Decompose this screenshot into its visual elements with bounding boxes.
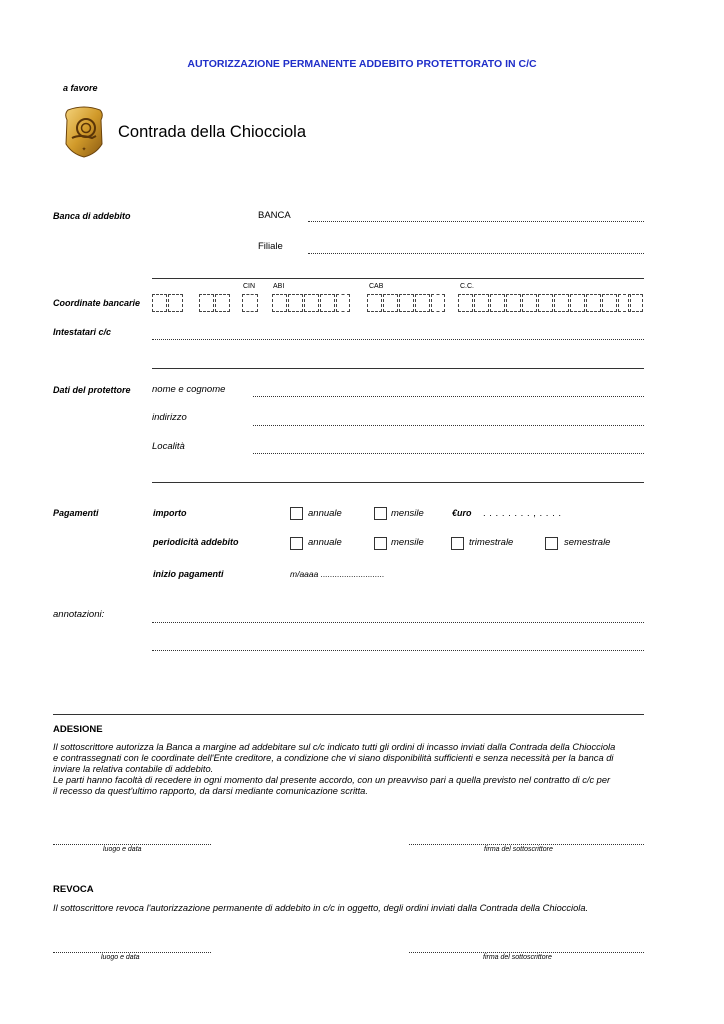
annuale-label: annuale xyxy=(308,537,342,548)
city-label: Località xyxy=(152,441,185,452)
adesione-line: e contrassegnati con le coordinate dell'Ente creditore, a condizione che vi siano disponibilità sufficienti e senza necessità per la banca di xyxy=(53,753,614,763)
adesione-line: inviare la relativa contabile di addebito. xyxy=(53,764,214,774)
abi-cell[interactable] xyxy=(288,294,303,312)
coord-cell[interactable] xyxy=(215,294,230,312)
divider xyxy=(152,278,644,279)
semestrale-checkbox[interactable] xyxy=(545,537,558,550)
divider xyxy=(152,368,644,369)
payments-label: Pagamenti xyxy=(53,508,99,518)
divider xyxy=(152,482,644,483)
cc-cell[interactable] xyxy=(586,294,601,312)
abi-cell[interactable] xyxy=(336,294,350,312)
svg-text:✦: ✦ xyxy=(81,146,87,153)
trimestrale-label: trimestrale xyxy=(469,537,514,548)
cin-cell[interactable] xyxy=(242,294,258,312)
cc-cell[interactable] xyxy=(522,294,537,312)
chiocciola-crest-icon xyxy=(62,104,106,158)
importo-annuale-checkbox[interactable] xyxy=(290,507,303,520)
revoca-text: Il sottoscrittore revoca l'autorizzazione permanente di addebito in c/c in oggetto, degli ordini inviati dalla Contrada della Chiocciola. xyxy=(53,903,589,913)
coordinates-label: Coordinate bancarie xyxy=(53,298,141,308)
protector-label: Dati del protettore xyxy=(53,385,131,395)
cab-cell[interactable] xyxy=(383,294,398,312)
city-field[interactable] xyxy=(253,453,644,454)
cab-cell[interactable] xyxy=(367,294,382,312)
annotazioni-label: annotazioni: xyxy=(53,609,105,620)
cc-cell[interactable] xyxy=(506,294,521,312)
a-favore-label: a favore xyxy=(63,83,98,93)
signature-label: firma del sottoscrittore xyxy=(484,846,553,853)
form-title: AUTORIZZAZIONE PERMANENTE ADDEBITO PROTETTORATO IN C/C xyxy=(187,58,537,70)
cc-cell[interactable] xyxy=(602,294,617,312)
cc-cell[interactable] xyxy=(570,294,585,312)
periodicita-label: periodicità addebito xyxy=(153,537,239,547)
periodicita-mensile-checkbox[interactable] xyxy=(374,537,387,550)
euro-label: €uro xyxy=(452,508,472,518)
filiale-field[interactable] xyxy=(308,253,644,254)
adesione-text xyxy=(53,742,653,797)
cc-cell[interactable] xyxy=(490,294,505,312)
semestrale-label: semestrale xyxy=(564,537,611,548)
address-field[interactable] xyxy=(253,425,644,426)
banca-label: BANCA xyxy=(258,210,291,221)
revoca-header: REVOCA xyxy=(53,884,94,895)
coord-cell[interactable] xyxy=(168,294,183,312)
abi-cell[interactable] xyxy=(304,294,319,312)
revoca-place-date-field[interactable] xyxy=(53,952,211,953)
cab-label: CAB xyxy=(369,283,384,290)
abi-label: ABI xyxy=(273,283,285,290)
periodicita-annuale-checkbox[interactable] xyxy=(290,537,303,550)
banca-field[interactable] xyxy=(308,221,644,222)
holders-label: Intestatari c/c xyxy=(53,327,112,337)
name-label: nome e cognome xyxy=(152,384,226,395)
cc-cell[interactable] xyxy=(474,294,489,312)
adesione-place-date-field[interactable] xyxy=(53,844,211,845)
inizio-label: inizio pagamenti xyxy=(153,569,224,579)
coord-cell[interactable] xyxy=(199,294,214,312)
adesione-line: il recesso da quest'ultimo rapporto, da darsi mediante comunicazione scritta. xyxy=(53,786,368,796)
place-date-label: luogo e data xyxy=(103,846,142,853)
name-field[interactable] xyxy=(253,396,644,397)
trimestrale-checkbox[interactable] xyxy=(451,537,464,550)
adesione-signature-field[interactable] xyxy=(409,844,644,845)
cc-label: C.C. xyxy=(460,283,474,290)
abi-cell[interactable] xyxy=(272,294,287,312)
importo-mensile-checkbox[interactable] xyxy=(374,507,387,520)
mensile-label: mensile xyxy=(391,537,424,548)
signature-label: firma del sottoscrittore xyxy=(483,954,552,961)
cab-cell[interactable] xyxy=(399,294,414,312)
coord-cell[interactable] xyxy=(152,294,167,312)
annuale-label: annuale xyxy=(308,508,342,519)
mensile-label: mensile xyxy=(391,508,424,519)
adesione-line: Il sottoscrittore autorizza la Banca a margine ad addebitare sul c/c indicato tutti gli ordini di incasso inviati dalla Contrada della Chiocciola xyxy=(53,742,616,752)
divider xyxy=(53,714,644,715)
abi-cell[interactable] xyxy=(320,294,335,312)
holders-field[interactable] xyxy=(152,339,644,340)
cc-cell[interactable] xyxy=(628,294,643,312)
cc-cell[interactable] xyxy=(538,294,553,312)
annotazioni-field-2[interactable] xyxy=(152,650,644,651)
bank-label: Banca di addebito xyxy=(53,211,131,221)
adesione-line: Le parti hanno facoltà di recedere in ogni momento dal presente accordo, con un preavviso pari a quella previsto nel contratto di c/c per xyxy=(53,775,611,785)
euro-amount-field[interactable]: . . . . . . . . , . . . . xyxy=(483,508,562,519)
filiale-label: Filiale xyxy=(258,241,283,252)
cc-cell[interactable] xyxy=(458,294,473,312)
address-label: indirizzo xyxy=(152,412,187,423)
cab-cell[interactable] xyxy=(415,294,430,312)
cc-cell[interactable] xyxy=(554,294,569,312)
importo-label: importo xyxy=(153,508,187,518)
revoca-signature-field[interactable] xyxy=(409,952,644,953)
inizio-field[interactable]: m/aaaa ........................... xyxy=(290,569,385,579)
cin-label: CIN xyxy=(243,283,256,290)
adesione-header: ADESIONE xyxy=(53,724,103,735)
annotazioni-field-1[interactable] xyxy=(152,622,644,623)
organization-name: Contrada della Chiocciola xyxy=(118,123,307,141)
place-date-label: luogo e data xyxy=(101,954,140,961)
cab-cell[interactable] xyxy=(431,294,445,312)
